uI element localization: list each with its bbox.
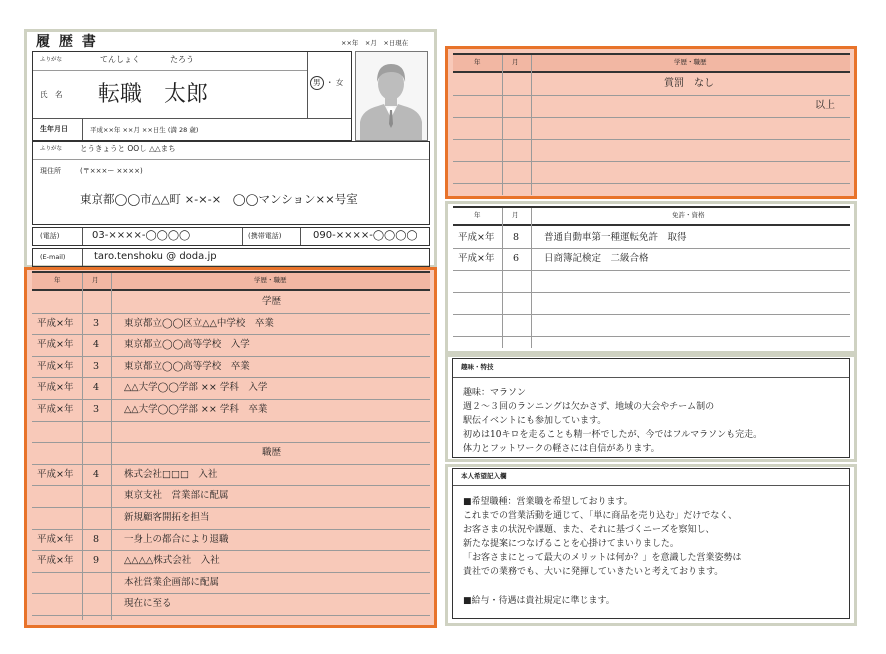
licenses-header-rule [453,224,850,226]
wishes-line-8: ■給与・待遇は貴社規定に準じます。 [463,596,615,606]
name-furigana-given: たろう [170,55,194,64]
gender-female: ・ 女 [326,78,344,87]
history-row-desc: 東京都立◯◯区立△△中学校 卒業 [124,318,274,329]
licenses-col-month: 月 [512,211,519,219]
history-row-year: 平成×年 [37,318,74,329]
hobbies-line-4: 初めは10キロを走ることも精一杯でしたが、今ではフルマラソンも完走。 [463,430,763,440]
mobile-value: 090-××××-◯◯◯◯ [313,230,418,241]
licenses-row-line-2 [453,270,850,271]
name-dob-divider [33,118,351,119]
history-row-year: 平成×年 [37,382,74,393]
address-furigana-label: ふりがな [40,146,63,152]
history-row-year: 平成×年 [37,469,74,480]
history-row-year: 平成×年 [37,555,74,566]
name-furigana-family: てんしょく [100,55,140,64]
wishes-line-6: 貴社での業務でも、大いに発揮していきたいと考えております。 [463,567,724,577]
history-row-year: 平成×年 [37,361,74,372]
wishes-line-1: ■希望職種：営業職を希望しております。 [463,497,633,507]
licenses-col-divider-2 [531,208,532,348]
wishes-line-2: これまでの営業活動を通じて、「単に商品を売り込む」だけでなく、 [463,511,738,521]
awards-col-year: 年 [474,58,481,66]
history-row-desc: △△大学◯◯学部 ×× 学科 卒業 [124,404,268,415]
gender-divider [307,52,308,118]
mobile-label: (携帯電話) [248,232,282,240]
history-row-desc: 株式会社□□□ 入社 [124,469,218,480]
history-row-desc: 一身上の都合により退職 [124,534,229,545]
license-row-1-desc: 普通自動車第一種運転免許 取得 [544,232,687,243]
history-row-desc: 東京都立◯◯高等学校 卒業 [124,361,250,372]
photo-frame [355,51,428,141]
history-row-desc: 現在に至る [124,598,172,609]
phone-divider-3 [300,228,301,245]
awards-highlight-border [445,46,857,199]
license-row-1-month: 8 [513,232,520,243]
name-label: 氏 名 [40,90,63,99]
name-furigana-label: ふりがな [40,57,63,63]
history-row-desc: 東京都立◯◯高等学校 入学 [124,339,250,350]
licenses-row-line-3 [453,292,850,293]
phone-label: (電話) [40,232,60,240]
address-table [32,141,430,225]
wishes-line-3: お客さまの状況や課題、また、それに基づくニーズを察知し、 [463,525,715,535]
dob-label: 生年月日 [40,125,68,133]
awards-col-desc: 学歴・職歴 [674,58,707,66]
history-col-desc: 学歴・職歴 [254,276,287,284]
address-value: 東京都◯◯市△△町 ×-×-× ◯◯マンション××号室 [80,192,358,206]
license-row-2-desc: 日商簿記検定 二級合格 [544,253,649,264]
name-value: 転職 太郎 [98,82,209,107]
awards-line-2: 以上 [815,100,835,111]
history-row-month: 4 [93,469,100,480]
postal-value: (〒×××ー ××××) [80,167,143,175]
wishes-label-divider [453,485,849,486]
history-row-year: 平成×年 [37,339,74,350]
history-row-month: 3 [93,404,100,415]
hobbies-label: 趣味・特技 [461,363,494,371]
history-col-month: 月 [92,276,99,284]
history-row-month: 9 [93,555,100,566]
history-highlight-border [24,267,437,628]
licenses-row-line-5 [453,336,850,337]
history-row-year: 平成×年 [37,404,74,415]
history-row-month: 4 [93,382,100,393]
history-row-desc: 新規顧客開拓を担当 [124,512,210,523]
history-row-month: 3 [93,361,100,372]
furigana-divider [33,70,307,71]
history-row-year: 平成×年 [37,534,74,545]
hobbies-line-5: 体力とフットワークの軽さには自信があります。 [463,444,660,454]
license-row-1-year: 平成×年 [458,232,495,243]
history-row-desc: △△大学◯◯学部 ×× 学科 入学 [124,382,268,393]
history-row-desc: 東京支社 営業部に配属 [124,490,229,501]
licenses-col-year: 年 [474,211,481,219]
history-col-year: 年 [54,276,61,284]
licenses-row-line-4 [453,314,850,315]
dob-value: 平成××年 ××月 ××日生 (満 28 歳) [90,126,199,134]
resume-title: 履 歴 書 [36,34,98,50]
history-section-heading: 学歴 [262,296,282,307]
hobbies-line-3: 駅伝イベントにも参加しています。 [463,416,607,426]
history-row-desc: △△△△株式会社 入社 [124,555,220,566]
wishes-label: 本人希望記入欄 [461,472,507,480]
email-divider [82,249,83,266]
phone-divider-1 [82,228,83,245]
date-line: ××年 ×月 ×日現在 [341,39,409,47]
email-row [32,248,430,267]
licenses-col-desc: 免許・資格 [672,211,705,219]
hobbies-label-divider [453,377,849,378]
history-section-heading: 職歴 [262,447,282,458]
licenses-top-rule [453,206,850,208]
dob-divider [82,119,83,140]
email-label: (E-mail) [40,253,66,261]
wishes-line-4: 新たな提案につなげることを心掛けてまいりました。 [463,539,679,549]
history-row-month: 4 [93,339,100,350]
licenses-row-line-1 [453,248,850,249]
history-row-desc: 本社営業企画部に配属 [124,577,220,588]
hobbies-line-1: 趣味：マラソン [463,388,527,398]
gender-male: 男 [313,78,321,87]
phone-value: 03-××××-◯◯◯◯ [92,230,191,241]
awards-line-1: 賞罰 なし [664,78,714,89]
address-label: 現住所 [40,167,61,175]
wishes-line-5: 「お客さまにとって最大のメリットは何か？」を意識した営業姿勢は [463,553,742,563]
person-photo-icon [356,52,427,140]
awards-col-month: 月 [512,58,519,66]
phone-divider-2 [242,228,243,245]
license-row-2-month: 6 [513,253,520,264]
license-row-2-year: 平成×年 [458,253,495,264]
licenses-col-divider-1 [502,208,503,348]
address-furigana-divider [33,159,429,160]
hobbies-line-2: 週２〜３回のランニングは欠かさず、地域の大会やチーム制の [463,402,715,412]
history-row-month: 3 [93,318,100,329]
history-row-month: 8 [93,534,100,545]
address-furigana-value: とうきょうと OOし △△まち [80,144,176,153]
email-value: taro.tenshoku @ doda.jp [94,251,217,262]
